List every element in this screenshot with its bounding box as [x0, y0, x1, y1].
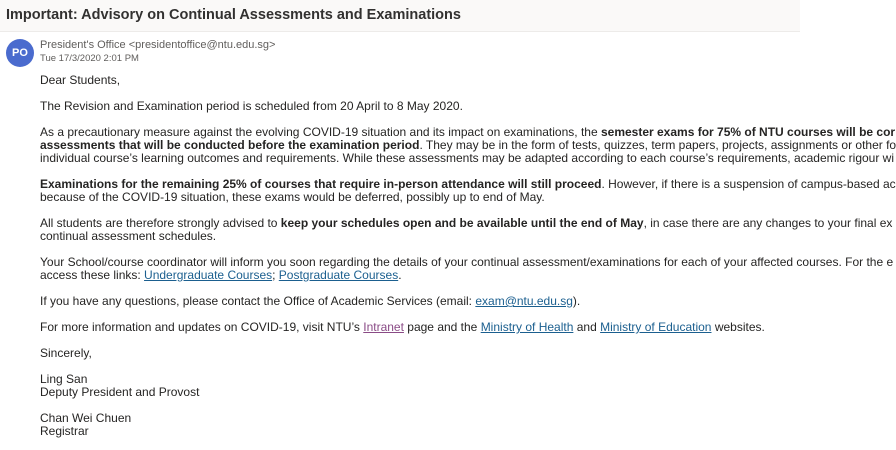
closing: Sincerely,	[40, 346, 92, 360]
signature-provost	[40, 373, 840, 399]
paragraph-line	[40, 191, 840, 204]
sender-avatar[interactable]: PO	[6, 39, 34, 67]
signature-name: Ling San	[40, 372, 88, 386]
signature-name: Chan Wei Chuen	[40, 411, 132, 425]
text: For more information and updates on COVID-19, visit NTU’s	[40, 320, 364, 334]
text: All students are therefore strongly advised to	[40, 216, 281, 230]
sender-name[interactable]: President's Office	[40, 39, 126, 51]
text: access these links:	[40, 268, 145, 282]
greeting: Dear Students,	[40, 73, 121, 87]
text: because of the COVID-19 situation, these exams would be deferred, possibly up to end of May.	[40, 190, 545, 204]
undergraduate-courses-link[interactable]: Undergraduate Courses	[144, 268, 273, 282]
bold-text: keep your schedules open and be available until the end of May	[280, 216, 644, 230]
text: . However, if there is a suspension of campus-based ac	[601, 177, 896, 191]
text: Your School/course coordinator will inform you soon regarding the details of your continual assessment/examinations for each of your affected courses. For the e	[40, 255, 894, 269]
postgraduate-courses-link[interactable]: Postgraduate Courses	[278, 268, 399, 282]
bold-text: assessments that will be conducted before the examination period	[40, 138, 420, 152]
text: , in case there are any changes to your final ex	[643, 216, 893, 230]
sender-line[interactable]	[40, 39, 275, 51]
bold-text: semester exams for 75% of NTU courses will be cor	[600, 125, 896, 139]
paragraph-coordinator	[40, 255, 894, 282]
paragraph-advice	[40, 216, 893, 243]
text: and	[573, 320, 601, 334]
signature-title: Deputy President and Provost	[40, 385, 200, 399]
signature-registrar	[40, 412, 840, 438]
paragraph-exam-period: The Revision and Examination period is scheduled from 20 April to 8 May 2020.	[40, 99, 463, 113]
intranet-link[interactable]: Intranet	[363, 320, 404, 334]
email-subject: Important: Advisory on Continual Assessments and Examinations	[6, 7, 461, 23]
text: page and the	[403, 320, 481, 334]
text: individual course’s learning outcomes and requirements. While these assessments may be adapted according to each course’s requirements, academic rigour wi	[40, 151, 894, 165]
paragraph-line	[40, 230, 840, 243]
text: As a precautionary measure against the evolving COVID-19 situation and its impact on examinations, the	[40, 125, 601, 139]
text: ;	[272, 268, 279, 282]
exam-email-link[interactable]: exam@ntu.edu.sg	[475, 294, 573, 308]
paragraph-line	[40, 151, 894, 165]
email-body	[40, 73, 896, 438]
subject-bar	[0, 0, 800, 32]
paragraph-questions	[40, 295, 840, 308]
ministry-of-education-link[interactable]: Ministry of Education	[600, 320, 712, 334]
paragraph-remaining-exams	[40, 177, 896, 204]
text: websites.	[711, 320, 765, 334]
text: ).	[572, 294, 581, 308]
sender-email[interactable]: <presidentoffice@ntu.edu.sg>	[128, 39, 276, 51]
paragraph-more-info	[40, 321, 840, 334]
signature-title: Registrar	[40, 424, 89, 438]
text: continual assessment schedules.	[40, 229, 217, 243]
sent-date: Tue 17/3/2020 2:01 PM	[40, 53, 139, 64]
bold-text: Examinations for the remaining 25% of courses that require in-person attendance will still proceed	[40, 177, 602, 191]
paragraph-precaution	[40, 125, 896, 165]
text: . They may be in the form of tests, quizzes, term papers, projects, assignments or other fo	[419, 138, 896, 152]
text: If you have any questions, please contact the Office of Academic Services (email:	[40, 294, 476, 308]
ministry-of-health-link[interactable]: Ministry of Health	[480, 320, 574, 334]
paragraph-line	[40, 269, 840, 282]
text: .	[398, 268, 402, 282]
